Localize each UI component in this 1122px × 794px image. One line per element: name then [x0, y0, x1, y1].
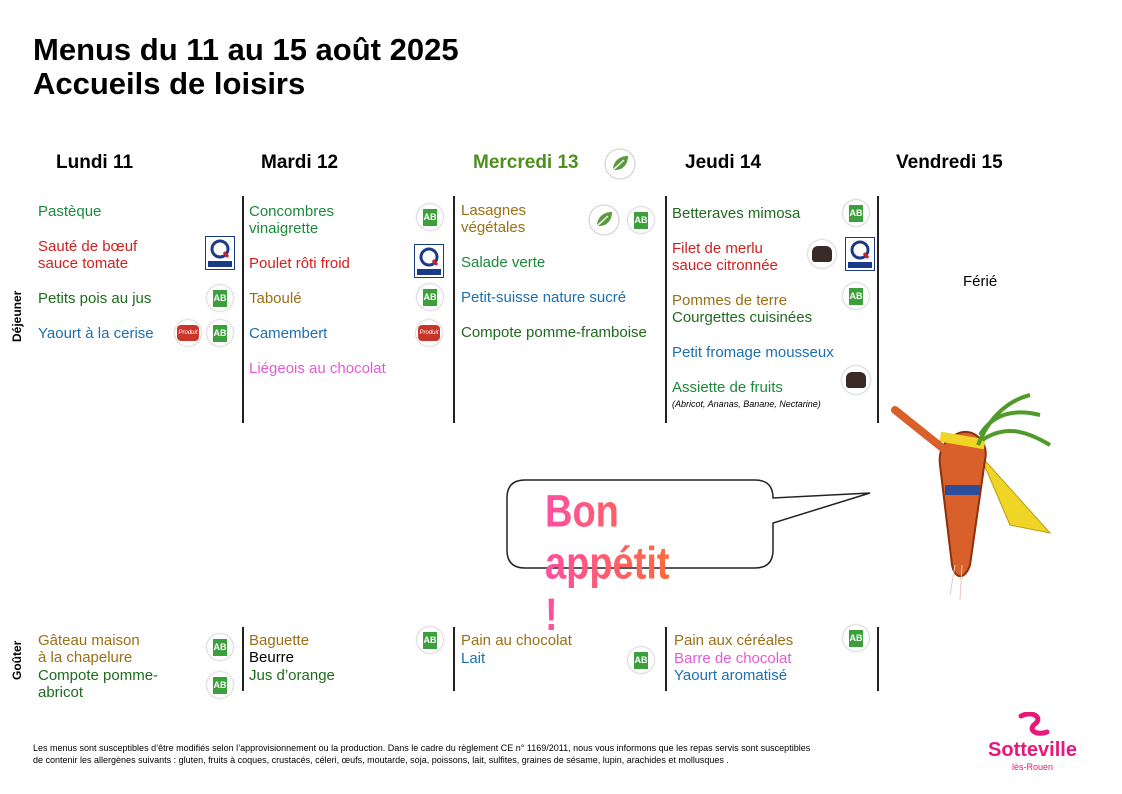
carrot-superhero-mascot [890, 385, 1075, 605]
menu-item: Concombres [249, 203, 335, 220]
menu-item: vinaigrette [249, 220, 319, 237]
organic-ab-icon: AB [417, 204, 443, 230]
menu-item: Taboulé [249, 290, 302, 307]
menu-item: sauce citronnée [672, 257, 778, 274]
menu-item: Sauté de bœuf [38, 238, 138, 255]
section-label-gouter: Goûter [10, 640, 24, 680]
label-rouge-quality-icon [845, 237, 875, 271]
menu-item: Courgettes cuisinées [672, 309, 813, 326]
column-divider [242, 196, 244, 423]
menu-item: Liégeois au chocolat [249, 360, 386, 377]
menu-item: Assiette de fruits [672, 379, 783, 396]
day-header-vendredi: Vendredi 15 [896, 152, 1003, 173]
organic-ab-icon: AB [207, 285, 233, 311]
column-divider [877, 627, 879, 691]
column-divider [453, 196, 455, 423]
day-header-jeudi: Jeudi 14 [685, 152, 762, 173]
day-header-mardi: Mardi 12 [261, 152, 339, 173]
holiday-label: Férié [963, 273, 998, 290]
menu-item: végétales [461, 219, 526, 236]
homemade-chef-icon [842, 366, 870, 394]
bubble-text: Bon appétit ! [545, 487, 670, 641]
snack-item: Pain aux céréales [674, 632, 794, 649]
snack-item: Gâteau maison [38, 632, 140, 649]
city-logo [975, 712, 1090, 772]
menu-item-detail: (Abricot, Ananas, Banane, Nectarine) [672, 399, 821, 409]
column-divider [242, 627, 244, 691]
day-header-lundi: Lundi 11 [56, 152, 134, 173]
logo-name: Sotteville [988, 739, 1077, 761]
organic-ab-icon: AB [843, 200, 869, 226]
title-line-1: Menus du 11 au 15 août 2025 [33, 32, 459, 67]
allergen-notice-line-2: de contenir les allergènes suivants : gluten, fruits à coques, crustacés, céleri, œufs, moutarde, soja, poissons, lait, sulfites, graines de sésame, lupin, arachides et mollusques . [33, 755, 729, 765]
allergen-notice [33, 742, 963, 766]
allergen-notice-line-1: Les menus sont susceptibles d’être modifiés selon l’approvisionnement ou la production. Dans le cadre du règlement CE n° 1169/2011, nous vous informons que les repas servis sont susceptibles [33, 743, 811, 753]
menu-item: Pastèque [38, 203, 102, 220]
menu-item: Poulet rôti froid [249, 255, 350, 272]
local-product-icon: Produit local [416, 320, 442, 346]
snack-item: Baguette [249, 632, 310, 649]
vegetarian-leaf-icon [588, 204, 620, 241]
label-rouge-quality-icon [414, 244, 444, 278]
menu-item: sauce tomate [38, 255, 129, 272]
organic-ab-icon: AB [628, 647, 654, 673]
column-divider [665, 196, 667, 423]
homemade-chef-icon [808, 240, 836, 268]
snack-item: Jus d’orange [249, 667, 335, 684]
logo-subtitle: lès-Rouen [1011, 762, 1054, 772]
label-rouge-quality-icon [205, 236, 235, 270]
menu-item: Filet de merlu [672, 240, 763, 257]
snack-item: Barre de chocolat [674, 650, 792, 667]
organic-ab-icon: AB [843, 625, 869, 651]
snack-item: à la chapelure [38, 649, 133, 666]
title-line-2: Accueils de loisirs [33, 66, 306, 101]
menu-item: Petit-suisse nature sucré [461, 289, 627, 306]
organic-ab-icon: AB [207, 672, 233, 698]
menu-item: Compote pomme-framboise [461, 324, 647, 341]
snack-item: Compote pomme- [38, 667, 159, 684]
organic-ab-icon: AB [417, 284, 443, 310]
menu-item: Yaourt à la cerise [38, 325, 154, 342]
logo-swoosh-icon [1013, 712, 1053, 738]
menu-item: Petit fromage mousseux [672, 344, 834, 361]
menu-item: Betteraves mimosa [672, 205, 801, 222]
menu-item: Camembert [249, 325, 328, 342]
organic-ab-icon: AB [843, 283, 869, 309]
organic-ab-icon: AB [417, 627, 443, 653]
organic-ab-icon: AB [207, 320, 233, 346]
organic-ab-icon: AB [207, 634, 233, 660]
section-label-dejeuner: Déjeuner [10, 290, 24, 342]
snack-item: abricot [38, 684, 84, 701]
menu-item: Pommes de terre [672, 292, 788, 309]
day-header-mercredi: Mercredi 13 [473, 152, 579, 173]
organic-ab-icon: AB [628, 207, 654, 233]
local-product-icon: Produit local [175, 320, 201, 346]
menu-item: Salade verte [461, 254, 546, 271]
page-title [33, 33, 459, 101]
snack-item: Pain au chocolat [461, 632, 572, 649]
vegetarian-leaf-icon [604, 148, 636, 185]
menu-item: Lasagnes [461, 202, 527, 219]
snack-item: Lait [461, 650, 486, 667]
column-divider [877, 196, 879, 423]
snack-item: Beurre [249, 649, 295, 666]
menu-item: Petits pois au jus [38, 290, 152, 307]
snack-item: Yaourt aromatisé [674, 667, 788, 684]
column-divider [453, 627, 455, 691]
